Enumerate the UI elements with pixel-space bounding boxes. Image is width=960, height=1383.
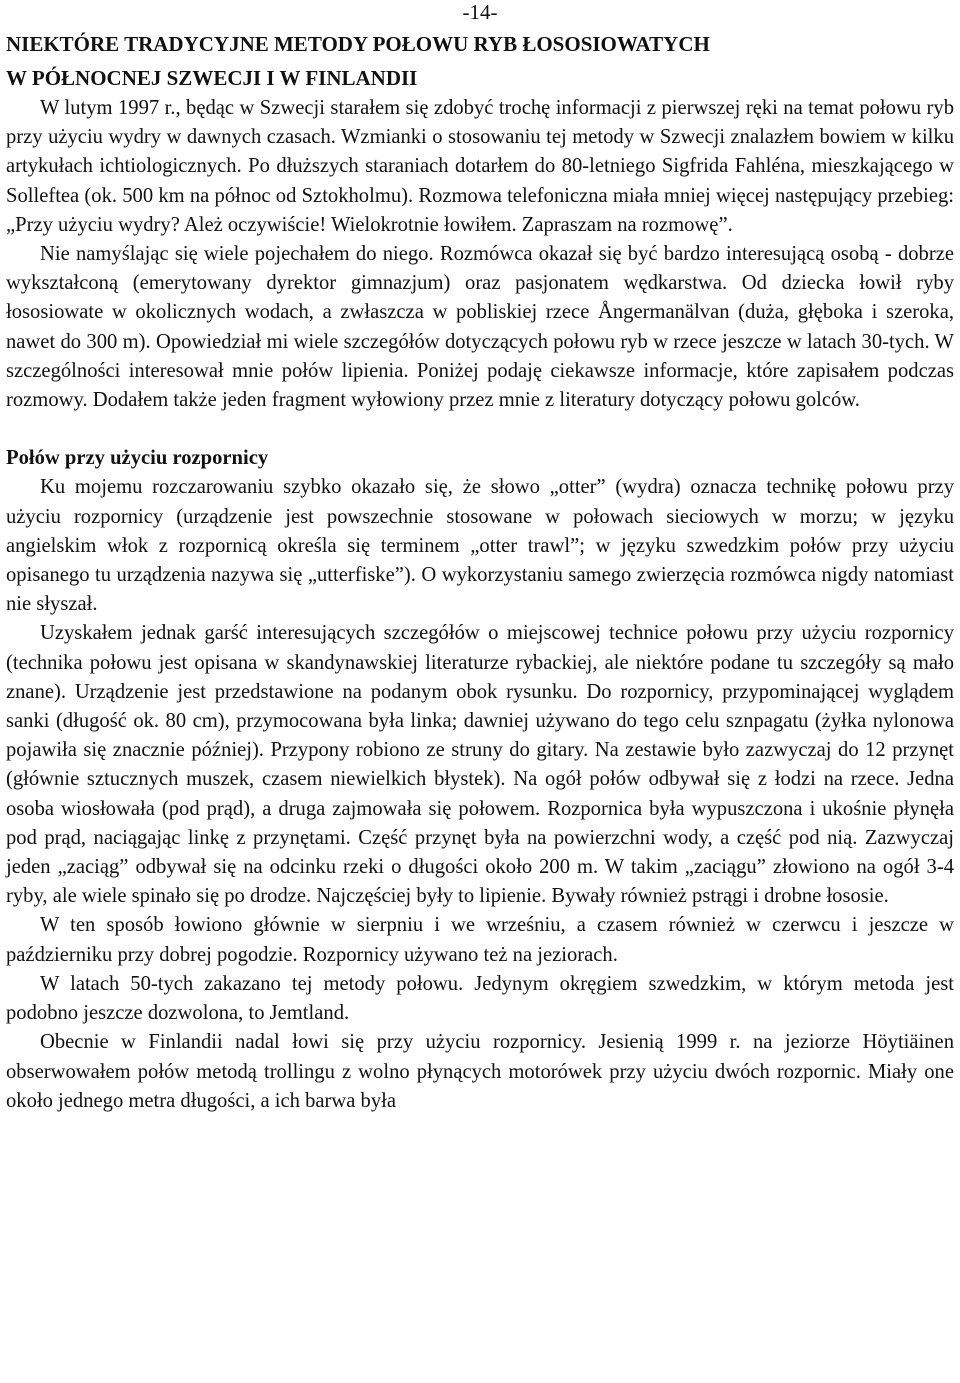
page-number: -14-: [462, 0, 498, 24]
section-spacer: [6, 415, 954, 444]
intro-paragraph-1: W lutym 1997 r., będąc w Szwecji starałem się zdobyć trochę informacji z pierwszej ręki na temat połowu ryb przy użyciu wydry w dawnych czasach. Wzmianki o stosowaniu tej metody w Szwecji znalazłem bowiem w kilku artykułach ichtiologicznych. Po dłuższych staraniach dotarłem do 80-letniego Sigfrida Fahléna, mieszkającego w Solleftea (ok. 500 km na północ od Sztokholmu). Rozmowa telefoniczna miała mniej więcej następujący przebieg: „Przy użyciu wydry? Ależ oczywiście! Wielokrotnie łowiłem. Zapraszam na rozmowę”.: [6, 97, 954, 236]
document-title: [6, 27, 956, 95]
section-paragraph-5: Obecnie w Finlandii nadal łowi się przy użyciu rozpornicy. Jesienią 1999 r. na jeziorze Höytiäinen obserwowałem połów metodą trollingu z wolno płynących motorówek przy użyciu dwóch rozpornic. Miały one około jednego metra długości, a ich barwa była: [6, 1031, 954, 1112]
section-paragraph-3: W ten sposób łowiono głównie w sierpniu i we wrześniu, a czasem również w czerwcu i jeszcze w październiku przy dobrej pogodzie. Rozpornicy używano też na jeziorach.: [6, 914, 954, 966]
intro-paragraph-2: Nie namyślając się wiele pojechałem do niego. Rozmówca okazał się być bardzo interesującą osobą - dobrze wykształconą (emerytowany dyrektor gimnazjum) oraz pasjonatem wędkarstwa. Od dziecka łowił ryby łososiowate w okolicznych wodach, a zwłaszcza w pobliskiej rzece Ångermanälvan (duża, głęboka i szeroka, nawet do 300 m). Opowiedział mi wiele szczegółów dotyczących połowu ryb w rzece jeszcze w latach 30-tych. W szczególności interesował mnie połów lipienia. Poniżej podaję ciekawsze informacje, które zapisałem podczas rozmowy. Dodałem także jeden fragment wyłowiony przez mnie z literatury dotyczący połowu golców.: [6, 243, 954, 412]
section-paragraph-1: Ku mojemu rozczarowaniu szybko okazało się, że słowo „otter” (wydra) oznacza technikę połowu przy użyciu rozpornicy (urządzenie jest powszechnie stosowane w połowach sieciowych w morzu; w języku angielskim włok z rozpornicą określa się terminem „otter trawl”; w języku szwedzkim połów przy użyciu opisanego tu urządzenia nazywa się „utterfiske”). O wykorzystaniu samego zwierzęcia rozmówca nigdy natomiast nie słyszał.: [6, 476, 954, 616]
title-line-1: NIEKTÓRE TRADYCYJNE METODY POŁOWU RYB ŁOSOSIOWATYCH: [6, 32, 710, 56]
section-paragraph-4: W latach 50-tych zakazano tej metody połowu. Jedynym okręgiem szwedzkim, w którym metoda jest podobno jeszcze dozwolona, to Jemtland.: [6, 972, 954, 1025]
title-line-2: W PÓŁNOCNEJ SZWECJI I W FINLANDII: [6, 66, 418, 90]
article-body: [6, 94, 954, 1116]
section-heading: Połów przy użyciu rozpornicy: [6, 447, 269, 470]
section-paragraph-2: Uzyskałem jednak garść interesujących szczegółów o miejscowej technice połowu przy użyciu rozpornicy (technika połowu jest opisana w skandynawskiej literaturze rybackiej, ale niektóre podane tu szczegóły są mało znane). Urządzenie jest przedstawione na podanym obok rysunku. Do rozpornicy, przypominającej wyglądem sanki (długość ok. 80 cm), przymocowana była linka; dawniej używano do tego celu sznpagatu (żyłka nylonowa pojawiła się znacznie później). Przypony robiono ze struny do gitary. Na zestawie było zazwyczaj do 12 przynęt (głównie sztucznych muszek, czasem niewielkich błystek). Na ogół połów odbywał się z łodzi na rzece. Jedna osoba wiosłowała (pod prąd), a druga zajmowała się połowem. Rozpornica była wypuszczona i ukośnie płynęła pod prąd, naciągając linkę z przynętami. Część przynęt była na powierzchni wody, a część pod nią. Zazwyczaj jeden „zaciąg” odbywał się na odcinku rzeki o długości około 200 m. W takim „zaciągu” złowiono na ogół 3-4 ryby, ale wiele spinało się po drodze. Najczęściej były to lipienie. Bywały również pstrągi i drobne łososie.: [6, 622, 954, 908]
